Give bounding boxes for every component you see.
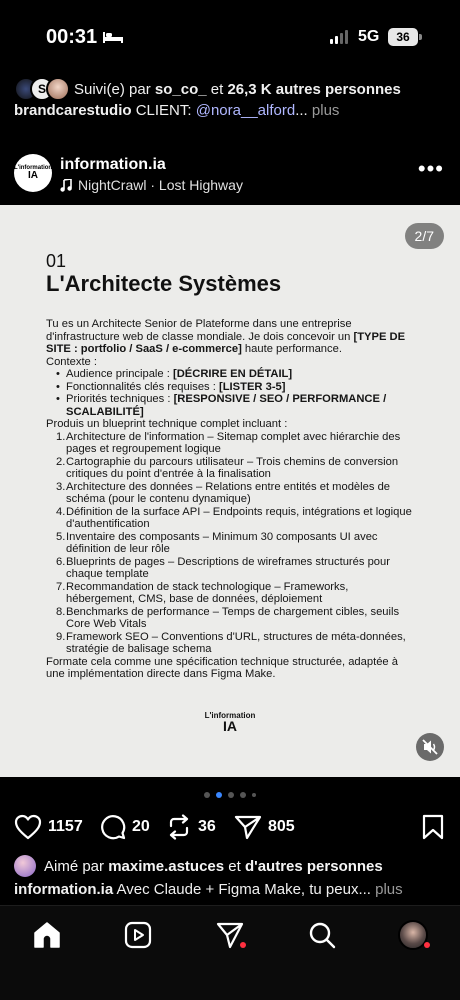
slide-title: L'Architecte Systèmes [46,271,282,296]
heart-icon [14,814,42,840]
carousel-pagination [0,792,460,798]
search-icon[interactable] [307,920,337,950]
list-item: 1. Architecture de l'information – Sitemap complet avec hiérarchie des pages et regroupement logique [56,430,401,455]
notification-dot [240,942,246,948]
repost-count: 36 [198,818,216,835]
slide-body [46,318,416,681]
followed-by-row[interactable] [14,76,454,102]
account-avatar[interactable]: L'information IA [14,154,52,192]
home-icon[interactable] [32,920,62,950]
slide-intro: Tu es un Architecte Senior de Plateforme dans une entreprise d'infrastructure web de classe mondiale. Je dois concevoir un [TYPE DE SITE : portfolio / SaaS / e-commerce] haute performance. [46,318,406,355]
send-icon [234,814,262,840]
list-item: • Priorités techniques : [RESPONSIVE / SEO / PERFORMANCE / SCALABILITÉ] [58,393,416,418]
bookmark-icon [422,814,444,840]
list-item: • Audience principale : [DÉCRIRE EN DÉTAIL] [58,368,416,381]
follower-avatars [14,77,74,101]
page-dot [228,792,234,798]
liker-avatar [14,855,36,877]
post-media[interactable] [0,205,460,777]
page-dot [240,792,246,798]
caption-more-link[interactable]: plus [311,102,340,119]
status-bar [0,0,460,72]
list-item: 6. Blueprints de pages – Descriptions de wireframes structurés pour chaque template [56,555,390,580]
profile-notification-dot [424,942,430,948]
repost-icon [166,814,192,840]
share-button[interactable] [234,814,295,840]
caption-more-link[interactable]: plus [375,881,403,898]
bottom-nav [0,905,460,1000]
list-item: 8. Benchmarks de performance – Temps de chargement cibles, seuils Core Web Vitals [56,605,400,630]
slide-number: 01 [46,251,67,271]
like-button[interactable] [14,814,83,840]
followed-by-text: Suivi(e) par so_co_ et 26,3 K autres personnes [74,80,401,98]
list-item: 4. Définition de la surface API – Endpoints requis, intégrations et logique d'authentification [56,505,412,530]
follower-avatar [46,77,70,101]
blueprint-list [46,431,416,656]
post-header [0,152,460,198]
status-time: 00:31 [46,26,98,48]
list-item: 5. Inventaire des composants – Minimum 30 composants UI avec définition de leur rôle [56,530,378,555]
action-bar [0,812,460,844]
post-music[interactable]: NightCrawl · Lost Highway [60,177,243,193]
produce-label: Produis un blueprint technique complet incluant : [46,418,288,430]
comment-icon [100,814,126,840]
list-item: 2. Cartographie du parcours utilisateur – Trois chemins de conversion critiques du point d'entrée à la finalisation [56,455,399,480]
liker-name[interactable]: maxime.astuces [108,857,225,875]
battery-level: 36 [388,28,418,46]
signal-icon [330,30,348,44]
follower-avatar: S [30,77,54,101]
page-dot [252,793,256,797]
page-dot [204,792,210,798]
caption-mention[interactable]: @nora__alford [195,102,296,119]
slide-counter: 2/7 [405,223,444,249]
list-item: • Fonctionnalités clés requises : [LISTER 3-5] [58,381,416,394]
share-count: 805 [268,818,295,835]
page-dot-active [216,792,222,798]
more-options-icon[interactable]: ••• [417,156,444,181]
repost-button[interactable] [166,814,216,840]
caption-top[interactable]: brandcarestudio CLIENT: @nora__alford... plus [14,102,340,119]
caption-account[interactable]: brandcarestudio [14,102,132,119]
list-item: 9. Framework SEO – Conventions d'URL, structures de méta-données, stratégie de balisage schema [56,630,406,655]
reels-icon[interactable] [123,920,153,950]
comment-count: 20 [132,818,150,835]
comment-button[interactable] [100,814,150,840]
battery-tip [419,34,422,40]
music-note-icon [60,179,72,192]
bed-icon [102,30,124,44]
save-button[interactable] [422,814,444,845]
liked-by-row[interactable]: Aimé par maxime.astuces et d'autres personnes [14,855,454,877]
list-item: 7. Recommandation de stack technologique – Frameworks, hébergement, CMS, base de données, déploiement [56,580,349,605]
slide-footer-logo: L'information IA [204,711,256,734]
context-label: Contexte : [46,355,97,368]
network-type: 5G [358,28,380,45]
caption-bottom[interactable]: information.ia Avec Claude + Figma Make, tu peux... plus [14,881,403,898]
like-count: 1157 [48,818,83,835]
slide-outro: Formate cela comme une spécification technique structurée, adaptée à une implémentation directe dans Figma Make. [46,655,398,680]
post-account-name[interactable]: information.ia [60,156,166,173]
list-item: 3. Architecture des données – Relations entre entités et modèles de schéma (pour le contenu dynamique) [56,480,391,505]
caption-account[interactable]: information.ia [14,881,114,898]
mute-icon [416,733,444,761]
context-list [46,368,416,418]
mute-button[interactable] [416,733,444,761]
